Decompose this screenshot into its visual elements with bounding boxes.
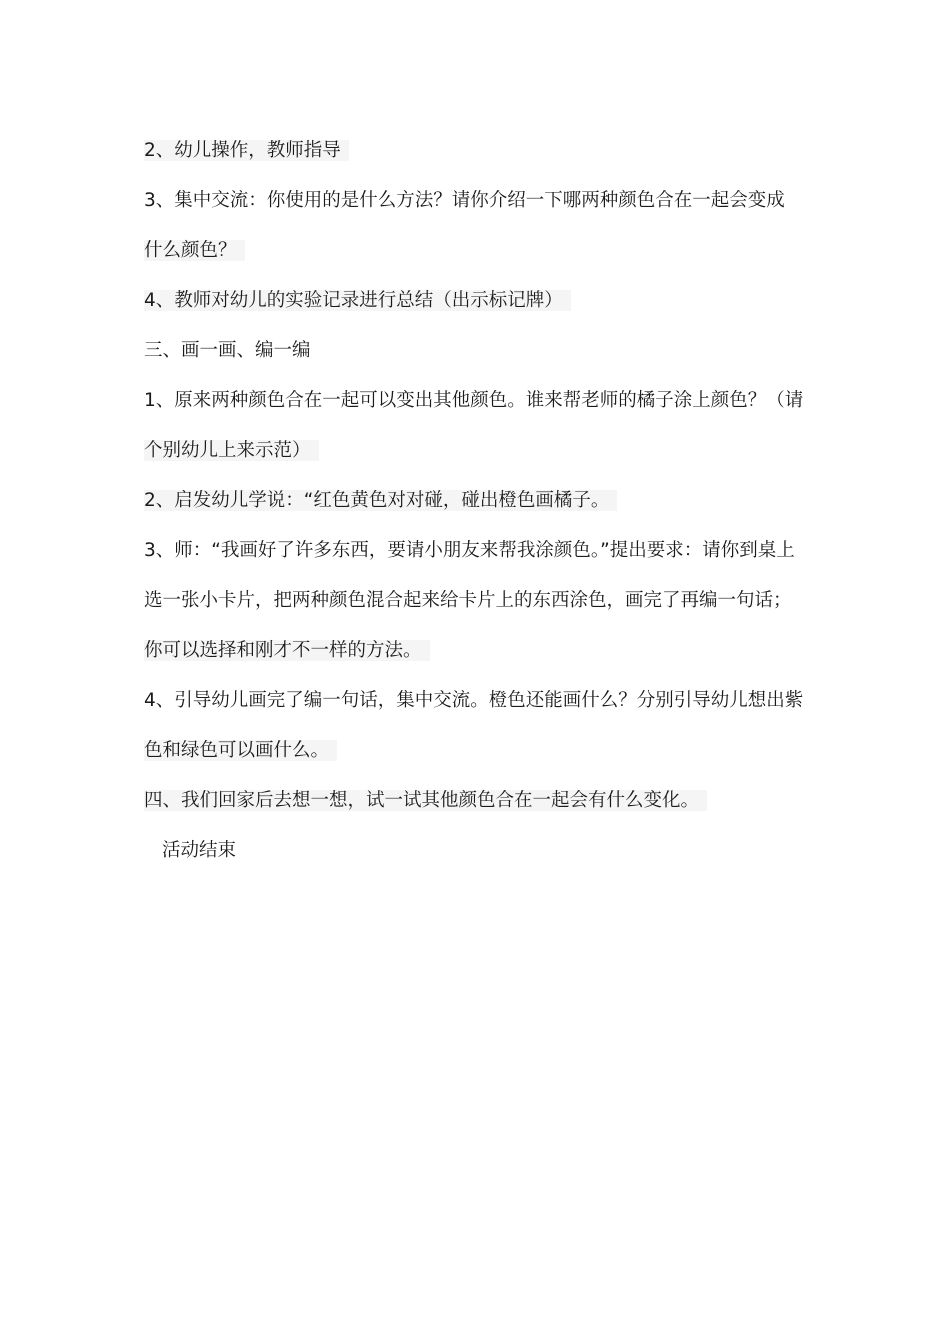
line-text: 2、幼儿操作，教师指导: [144, 140, 349, 161]
paragraph-line: [144, 126, 808, 176]
paragraph-line: [144, 576, 808, 626]
line-text: 选一张小卡片，把两种颜色混合起来给卡片上的东西涂色，画完了再编一句话；: [144, 590, 792, 611]
line-text: 4、引导幼儿画完了编一句话，集中交流。橙色还能画什么？分别引导幼儿想出紫: [144, 690, 804, 711]
line-text: 3、师：“我画好了许多东西，要请小朋友来帮我涂颜色。”提出要求：请你到桌上: [144, 540, 795, 561]
line-text: 你可以选择和刚才不一样的方法。: [144, 640, 430, 661]
line-text: 1、原来两种颜色合在一起可以变出其他颜色。谁来帮老师的橘子涂上颜色？（请: [144, 390, 804, 411]
paragraph-line: [144, 626, 808, 676]
document-body: [144, 126, 808, 876]
paragraph-line: [144, 726, 808, 776]
paragraph-line: [144, 426, 808, 476]
line-text: 4、教师对幼儿的实验记录进行总结（出示标记牌）: [144, 290, 571, 311]
closing-line: [144, 826, 808, 876]
paragraph-line: [144, 276, 808, 326]
paragraph-line: [144, 476, 808, 526]
paragraph-line: [144, 676, 808, 726]
section-heading: [144, 776, 808, 826]
line-text: 2、启发幼儿学说：“红色黄色对对碰，碰出橙色画橘子。: [144, 490, 617, 511]
line-text: 四、我们回家后去想一想，试一试其他颜色合在一起会有什么变化。: [144, 790, 707, 811]
line-text: 个别幼儿上来示范）: [144, 440, 319, 461]
line-text: 色和绿色可以画什么。: [144, 740, 337, 761]
line-text: 三、画一画、编一编: [144, 340, 311, 361]
paragraph-line: [144, 226, 808, 276]
paragraph-line: [144, 526, 808, 576]
line-text: 活动结束: [162, 840, 237, 861]
paragraph-line: [144, 176, 808, 226]
line-text: 什么颜色？: [144, 240, 245, 261]
paragraph-line: [144, 376, 808, 426]
section-heading: [144, 326, 808, 376]
line-text: 3、集中交流：你使用的是什么方法？请你介绍一下哪两种颜色合在一起会变成: [144, 190, 785, 211]
